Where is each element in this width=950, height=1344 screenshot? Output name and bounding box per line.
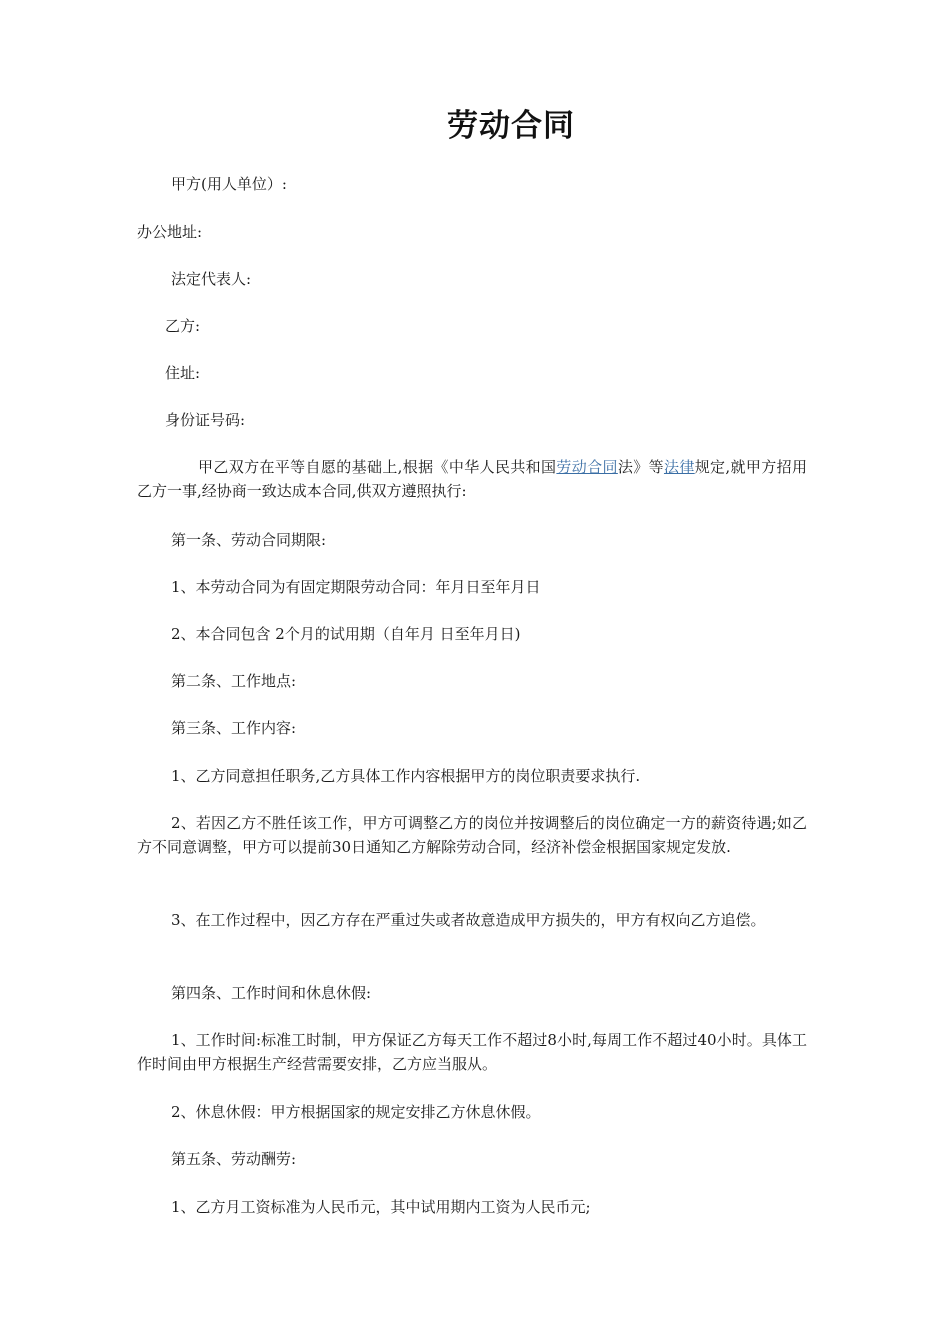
article-3-item-1: 1、乙方同意担任职务,乙方具体工作内容根据甲方的岗位职责要求执行.	[171, 767, 641, 785]
article-4-item-1: 1、工作时间:标准工时制，甲方保证乙方每天工作不超过8小时,每周工作不超过40小时。具体工作时间由甲方根据生产经营需要安排，乙方应当服从。	[137, 1031, 807, 1073]
law-link[interactable]: 法律	[663, 458, 695, 476]
article-3-title: 第三条、工作内容:	[171, 719, 297, 737]
intro-text-2: 法》等	[617, 458, 664, 476]
labor-contract-link[interactable]: 劳动合同	[556, 458, 618, 476]
article-5-title: 第五条、劳动酬劳:	[171, 1150, 297, 1168]
intro-text-3: 规定,就甲方招用乙方一事,经协商一致达成本合同,供双方遵照执行:	[137, 458, 807, 500]
document-title: 劳动合同	[447, 108, 575, 144]
address-field: 住址:	[165, 364, 201, 382]
party-a-field: 甲方(用人单位）:	[171, 175, 287, 193]
article-3-item-2: 2、若因乙方不胜任该工作，甲方可调整乙方的岗位并按调整后的岗位确定一方的薪资待遇;如乙方不同意调整，甲方可以提前30日通知乙方解除劳动合同，经济补偿金根据国家规定发放.	[137, 814, 807, 856]
party-b-field: 乙方:	[165, 317, 201, 335]
intro-paragraph	[137, 455, 807, 503]
article-1-item-1: 1、本劳动合同为有固定期限劳动合同：年月日至年月日	[171, 578, 541, 596]
legal-representative-field: 法定代表人:	[171, 270, 252, 288]
article-5-item-1: 1、乙方月工资标准为人民币元，其中试用期内工资为人民币元;	[171, 1198, 591, 1216]
article-1-title: 第一条、劳动合同期限:	[171, 531, 327, 549]
article-2-title: 第二条、工作地点:	[171, 672, 297, 690]
id-number-field: 身份证号码:	[165, 411, 246, 429]
article-1-item-2: 2、本合同包含 2个月的试用期（自年月 日至年月日)	[171, 625, 521, 643]
article-4-title: 第四条、工作时间和休息休假:	[171, 984, 372, 1002]
article-4-item-2: 2、休息休假：甲方根据国家的规定安排乙方休息休假。	[171, 1103, 541, 1121]
office-address-field: 办公地址:	[137, 223, 203, 241]
intro-text-1: 甲乙双方在平等自愿的基础上,根据《中华人民共和国	[198, 458, 557, 476]
article-3-item-3: 3、在工作过程中，因乙方存在严重过失或者故意造成甲方损失的，甲方有权向乙方追偿。	[171, 911, 766, 929]
